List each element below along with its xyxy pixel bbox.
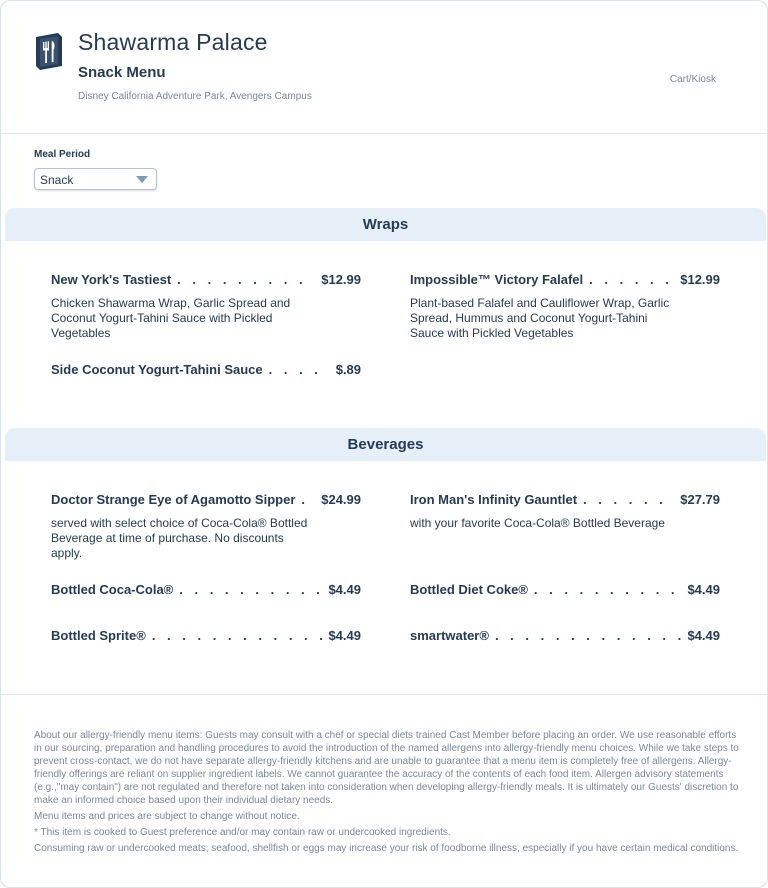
- price-disclaimer: Menu items and prices are subject to change without notice.: [34, 811, 300, 822]
- item-price: $27.79: [680, 492, 720, 507]
- menu-item: [410, 492, 720, 531]
- menu-item: [51, 628, 361, 643]
- dot-leader: [495, 628, 682, 643]
- menu-item: [410, 272, 720, 341]
- meal-period-label: Meal Period: [34, 149, 91, 160]
- restaurant-location: Disney California Adventure Park, Avengers Campus: [78, 91, 312, 102]
- item-name: Doctor Strange Eye of Agamotto Sipper: [51, 492, 296, 507]
- dot-leader: [152, 628, 323, 643]
- item-price: $4.49: [328, 628, 361, 643]
- menu-item: [410, 582, 720, 597]
- section-header-beverages: Beverages: [5, 428, 766, 461]
- raw-food-warning: Consuming raw or undercooked meats, seafood, shellfish or eggs may increase your risk of foodborne illness, especially if you have certain medical conditions.: [34, 843, 739, 854]
- item-description: served with select choice of Coca-Cola® Bottled Beverage at time of purchase. No discounts apply.: [51, 516, 308, 560]
- item-name: New York's Tastiest: [51, 272, 172, 287]
- item-price: $4.49: [687, 582, 720, 597]
- item-price: $12.99: [680, 272, 720, 287]
- item-price: $24.99: [321, 492, 361, 507]
- menu-subtitle: Snack Menu: [78, 64, 166, 81]
- footer-disclaimer: [34, 729, 739, 858]
- item-description: Plant-based Falafel and Cauliflower Wrap, Garlic Spread, Hummus and Coconut Yogurt-Tahini Sauce with Pickled Vegetables: [410, 296, 670, 340]
- menu-item: [51, 492, 361, 561]
- fork-knife-icon: [34, 33, 62, 70]
- dot-leader: [589, 272, 674, 287]
- item-description: with your favorite Coca-Cola® Bottled Beverage: [410, 516, 665, 530]
- section-header-wraps: Wraps: [5, 208, 766, 241]
- cooked-disclaimer: * This item is cooked to Guest preference and/or may contain raw or undercooked ingredients.: [34, 827, 451, 838]
- meal-period-value: Snack: [40, 173, 74, 187]
- service-type: Cart/Kiosk: [669, 74, 716, 85]
- chevron-down-icon: [136, 176, 148, 183]
- footer-divider: [1, 694, 768, 695]
- menu-item: [51, 362, 361, 377]
- item-name: Bottled Coca-Cola®: [51, 582, 174, 597]
- dot-leader: [179, 582, 322, 597]
- dot-leader: [301, 492, 315, 507]
- item-name: smartwater®: [410, 628, 489, 643]
- allergy-disclaimer: About our allergy-friendly menu items: Guests may consult with a chef or special diets trained Cast Member before placing an order. We use reasonable efforts in our sourcing, preparation and handling procedures to avoid the introduction of the named allergens into allergy-friendly menu choices. While we take steps to prevent cross-contact, we do not have separate allergy-friendly kitchens and are unable to guarantee that a menu item is completely free of allergens. Allergy-friendly offerings are reliant on supplier ingredient labels. We cannot guarantee the accuracy of the contents of each food item. Allergen advisory statements (e.g.,"may contain") are not regulated and therefore not taken into consideration when developing allergy-friendly meals. It is ultimately our Guests' discretion to make an informed choice based upon their individual dietary needs.: [34, 730, 739, 806]
- restaurant-title: Shawarma Palace: [78, 29, 268, 55]
- dot-leader: [177, 272, 315, 287]
- item-name: Impossible™ Victory Falafel: [410, 272, 584, 287]
- dot-leader: [534, 582, 682, 597]
- menu-item: [51, 582, 361, 597]
- item-name: Iron Man's Infinity Gauntlet: [410, 492, 578, 507]
- dot-leader: [583, 492, 674, 507]
- menu-item: [51, 272, 361, 341]
- item-name: Side Coconut Yogurt-Tahini Sauce: [51, 362, 263, 377]
- meal-period-select[interactable]: [34, 168, 157, 190]
- dot-leader: [269, 362, 330, 377]
- restaurant-header: [1, 1, 768, 134]
- item-price: $.89: [335, 362, 361, 377]
- item-price: $12.99: [321, 272, 361, 287]
- item-description: Chicken Shawarma Wrap, Garlic Spread and Coconut Yogurt-Tahini Sauce with Pickled Vegetables: [51, 296, 291, 340]
- item-name: Bottled Sprite®: [51, 628, 146, 643]
- menu-item: [410, 628, 720, 643]
- item-price: $4.49: [687, 628, 720, 643]
- item-price: $4.49: [328, 582, 361, 597]
- item-name: Bottled Diet Coke®: [410, 582, 528, 597]
